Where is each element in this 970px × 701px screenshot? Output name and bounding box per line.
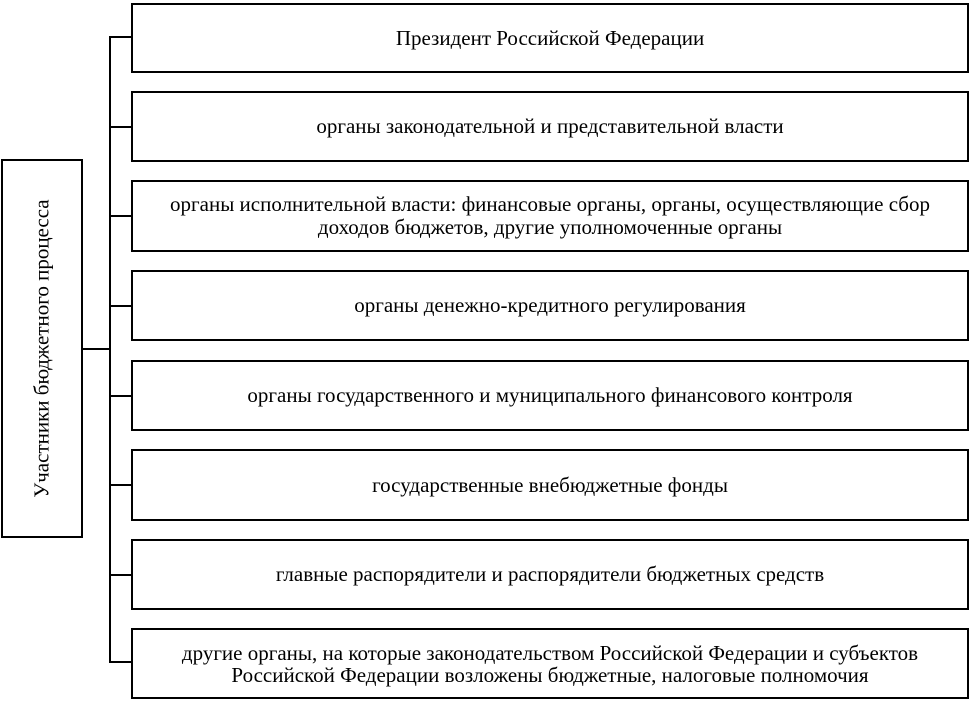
- participant-label: государственные внебюджетные фонды: [372, 472, 728, 497]
- branch-connector-1: [109, 36, 131, 38]
- participant-box-president: [131, 3, 969, 73]
- participant-label: органы государственного и муниципального финансового контроля: [247, 383, 853, 407]
- participant-label: органы исполнительной власти: финансовые органы, органы, осуществляющие сбор доходов бюджетов, другие уполномоченные органы: [170, 192, 930, 239]
- participant-label: главные распорядители и распорядители бюджетных средств: [275, 562, 825, 586]
- branch-connector-8: [109, 661, 131, 663]
- participant-label: Президент Российской Федерации: [395, 25, 705, 50]
- participant-label: другие органы, на которые законодательством Российской Федерации и субъектов Российской Федерации возложены бюджетные, налоговые полномочия: [181, 640, 919, 687]
- root-connector-horizontal: [83, 348, 111, 350]
- participant-box-other-bodies: [131, 628, 969, 699]
- root-participants-label: Участники бюджетного процесса: [29, 199, 54, 498]
- participant-box-extrabudgetary-funds: [131, 449, 969, 521]
- branch-connector-3: [109, 215, 131, 217]
- branch-connector-6: [109, 484, 131, 486]
- participant-label: органы законодательной и представительной власти: [316, 114, 784, 138]
- root-participants-box: [1, 159, 83, 538]
- participant-box-budget-managers: [131, 539, 969, 610]
- branch-connector-7: [109, 574, 131, 576]
- trunk-connector-vertical: [109, 36, 111, 663]
- participant-label: органы денежно-кредитного регулирования: [354, 293, 746, 317]
- participant-box-financial-control: [131, 360, 969, 431]
- branch-connector-2: [109, 126, 131, 128]
- participant-box-monetary: [131, 270, 969, 341]
- branch-connector-5: [109, 395, 131, 397]
- participant-box-legislative: [131, 91, 969, 162]
- participant-box-executive: [131, 180, 969, 252]
- branch-connector-4: [109, 305, 131, 307]
